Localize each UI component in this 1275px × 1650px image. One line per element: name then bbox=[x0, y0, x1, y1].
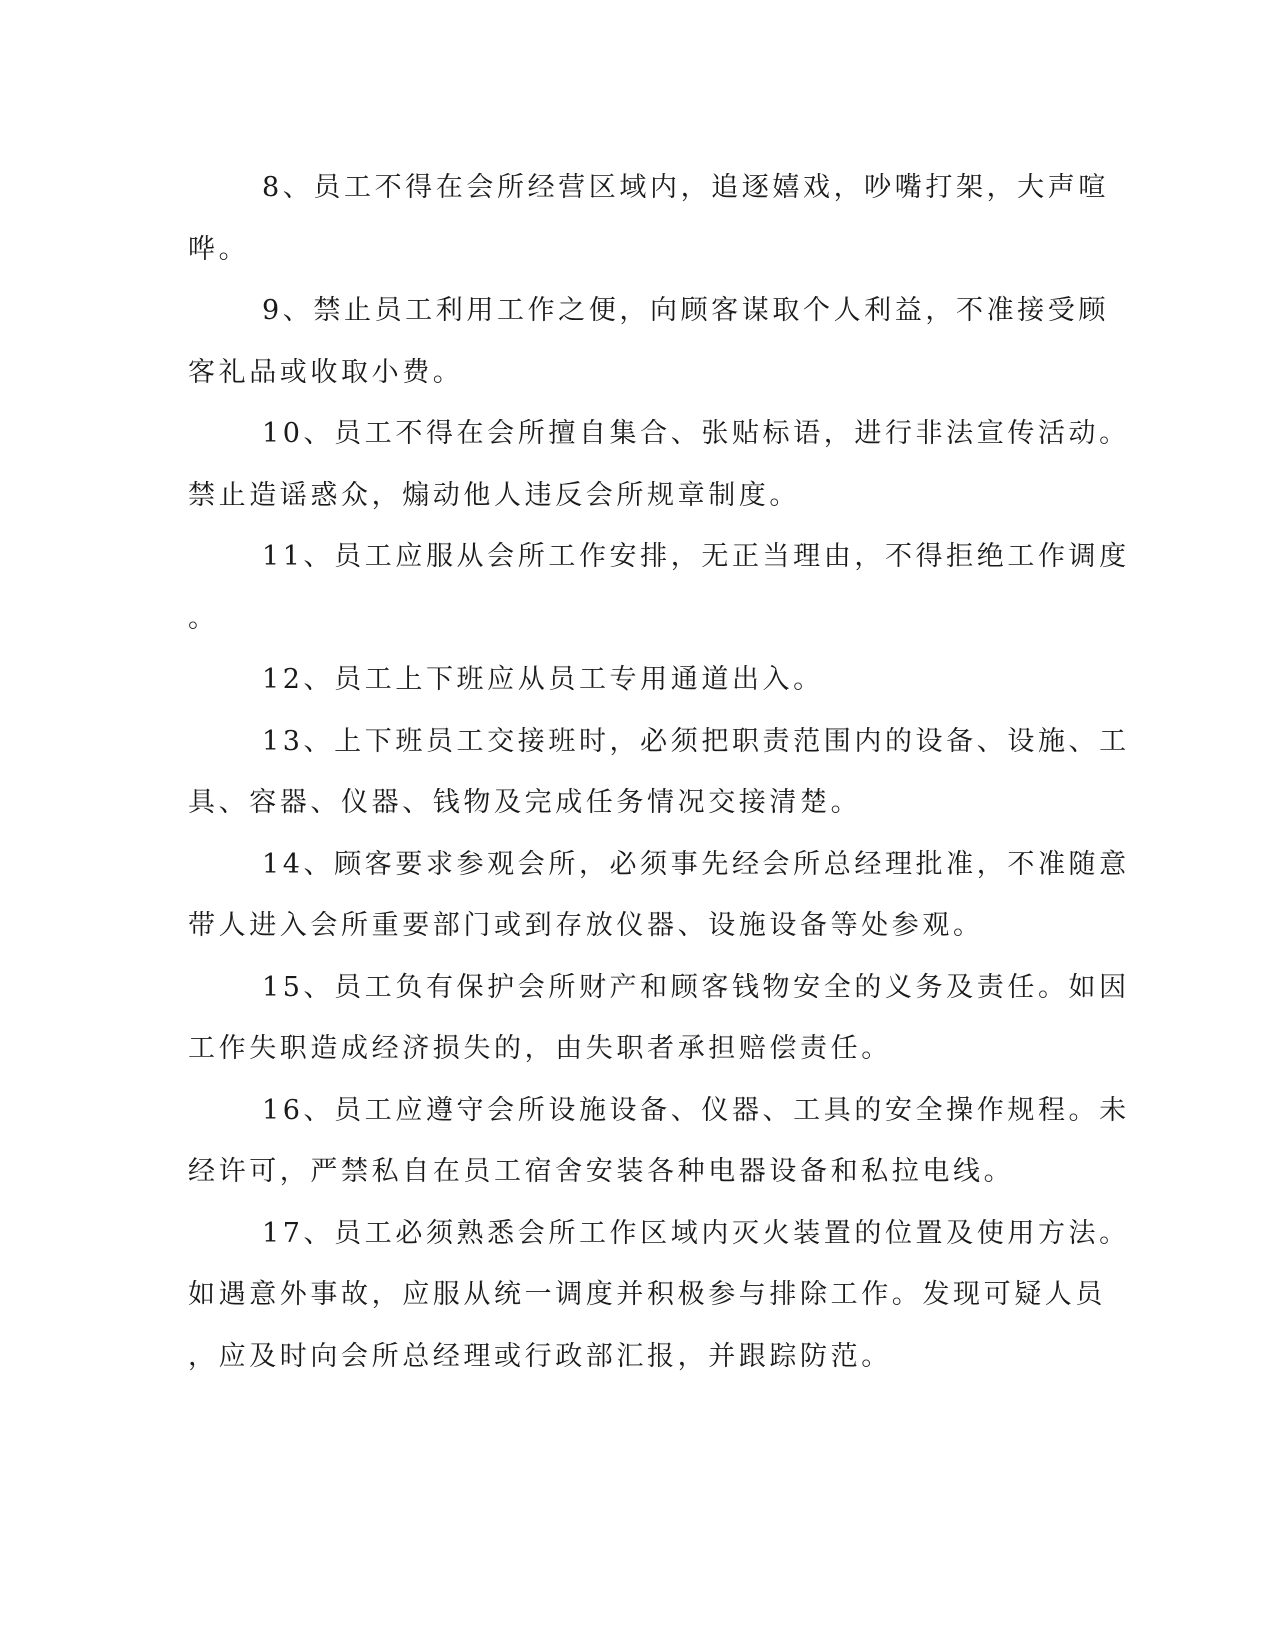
rule-8-line-2: 哗。 bbox=[188, 233, 250, 265]
rule-17-line-1: 17、员工必须熟悉会所工作区域内灭火装置的位置及使用方法。 bbox=[262, 1217, 1130, 1249]
rule-17-line-2: 如遇意外事故，应服从统一调度并积极参与排除工作。发现可疑人员 bbox=[188, 1279, 1106, 1310]
rule-15-line-2: 工作失职造成经济损失的，由失职者承担赔偿责任。 bbox=[188, 1033, 892, 1064]
rule-14-line-1: 14、顾客要求参观会所，必须事先经会所总经理批准，不准随意 bbox=[262, 848, 1130, 880]
rule-15-line-1: 15、员工负有保护会所财产和顾客钱物安全的义务及责任。如因 bbox=[262, 971, 1130, 1003]
rule-13-line-1: 13、上下班员工交接班时，必须把职责范围内的设备、设施、工 bbox=[262, 725, 1130, 757]
rule-17-line-3: ，应及时向会所总经理或行政部汇报，并跟踪防范。 bbox=[188, 1340, 892, 1372]
document-body bbox=[188, 157, 1130, 1387]
rule-9-line-2: 客礼品或收取小费。 bbox=[188, 356, 464, 388]
rule-13-line-2: 具、容器、仪器、钱物及完成任务情况交接清楚。 bbox=[188, 787, 862, 818]
rule-9-line-1: 9、禁止员工利用工作之便，向顾客谋取个人利益，不准接受顾 bbox=[262, 295, 1109, 326]
rule-11-line-1: 11、员工应服从会所工作安排，无正当理由，不得拒绝工作调度 bbox=[262, 541, 1130, 572]
rule-16-line-2: 经许可，严禁私自在员工宿舍安装各种电器设备和私拉电线。 bbox=[188, 1156, 1015, 1187]
rule-16-line-1: 16、员工应遵守会所设施设备、仪器、工具的安全操作规程。未 bbox=[262, 1094, 1130, 1126]
rule-12-line-1: 12、员工上下班应从员工专用通道出入。 bbox=[262, 664, 824, 695]
rule-14-line-2: 带人进入会所重要部门或到存放仪器、设施设备等处参观。 bbox=[188, 910, 984, 941]
rule-8-line-1: 8、员工不得在会所经营区域内，追逐嬉戏，吵嘴打架，大声喧 bbox=[262, 172, 1109, 203]
rule-11-line-2: 。 bbox=[188, 602, 219, 634]
rule-10-line-2: 禁止造谣惑众，煽动他人违反会所规章制度。 bbox=[188, 479, 800, 511]
rule-10-line-1: 10、员工不得在会所擅自集合、张贴标语，进行非法宣传活动。 bbox=[262, 418, 1130, 449]
